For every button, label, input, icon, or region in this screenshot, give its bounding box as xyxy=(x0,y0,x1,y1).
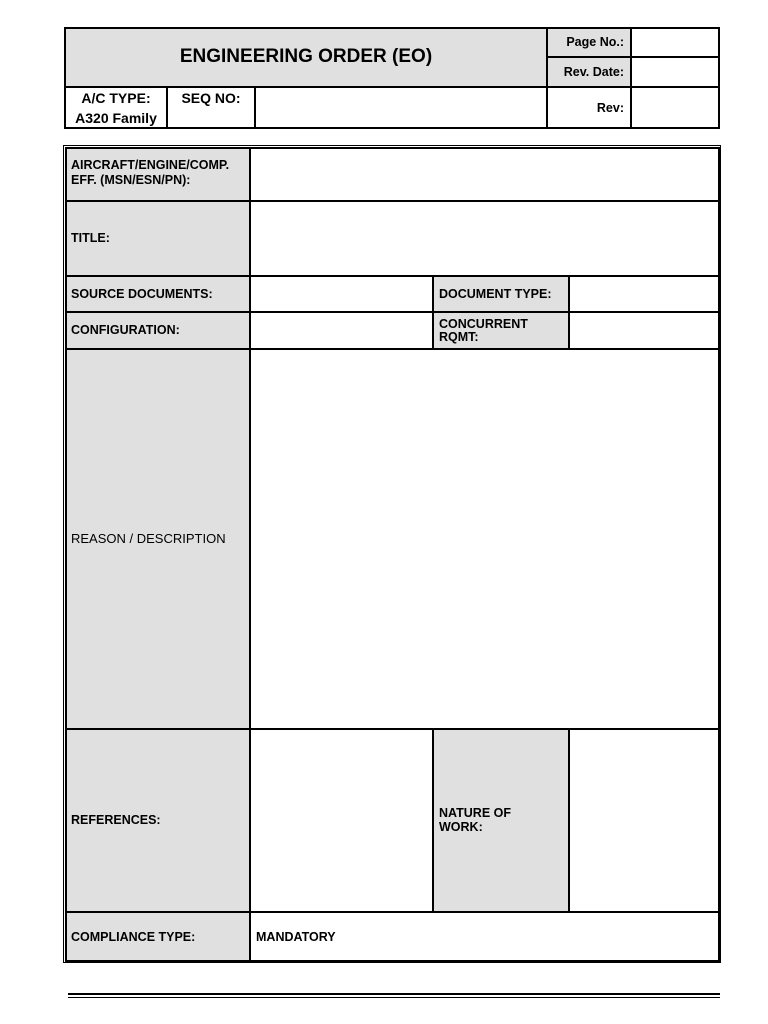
rev-date-field[interactable] xyxy=(630,56,720,88)
concurrent-rqmt-label-line2: RQMT: xyxy=(439,330,479,344)
reason-label: REASON / DESCRIPTION xyxy=(71,531,226,546)
references-field[interactable] xyxy=(249,728,434,913)
seq-no-label: SEQ NO: xyxy=(181,90,241,106)
ac-type-value: A320 Family xyxy=(75,110,157,126)
title-field[interactable] xyxy=(249,200,720,277)
page-no-label: Page No.: xyxy=(566,35,624,49)
seq-no-field[interactable] xyxy=(254,86,548,129)
effectivity-field[interactable] xyxy=(249,147,720,202)
source-documents-field[interactable] xyxy=(249,275,434,313)
document-type-label: DOCUMENT TYPE: xyxy=(439,287,552,301)
compliance-type-label: COMPLIANCE TYPE: xyxy=(71,930,196,944)
concurrent-rqmt-label-line1: CONCURRENT xyxy=(439,317,528,331)
compliance-type-value: MANDATORY xyxy=(256,930,336,944)
references-label: REFERENCES: xyxy=(71,813,161,827)
rev-label: Rev: xyxy=(596,101,624,115)
document-type-field[interactable] xyxy=(568,275,720,313)
rev-field[interactable] xyxy=(630,86,720,129)
footer-divider-lower xyxy=(68,997,720,998)
nature-of-work-label-line1: NATURE OF xyxy=(439,806,511,820)
page-title: ENGINEERING ORDER (EO) xyxy=(179,46,433,67)
footer-divider xyxy=(68,993,720,995)
effectivity-label-line2: EFF. (MSN/ESN/PN): xyxy=(71,173,191,187)
effectivity-label-line1: AIRCRAFT/ENGINE/COMP. xyxy=(71,158,230,172)
configuration-label: CONFIGURATION: xyxy=(71,323,180,337)
reason-description-field[interactable] xyxy=(249,348,720,730)
concurrent-rqmt-field[interactable] xyxy=(568,311,720,350)
nature-of-work-label-line2: WORK: xyxy=(439,820,483,834)
configuration-field[interactable] xyxy=(249,311,434,350)
title-label: TITLE: xyxy=(71,231,110,245)
ac-type-label: A/C TYPE: xyxy=(81,90,151,106)
rev-date-label: Rev. Date: xyxy=(563,65,624,79)
source-documents-label: SOURCE DOCUMENTS: xyxy=(71,287,213,301)
page-no-field[interactable] xyxy=(630,27,720,58)
nature-of-work-field[interactable] xyxy=(568,728,720,913)
